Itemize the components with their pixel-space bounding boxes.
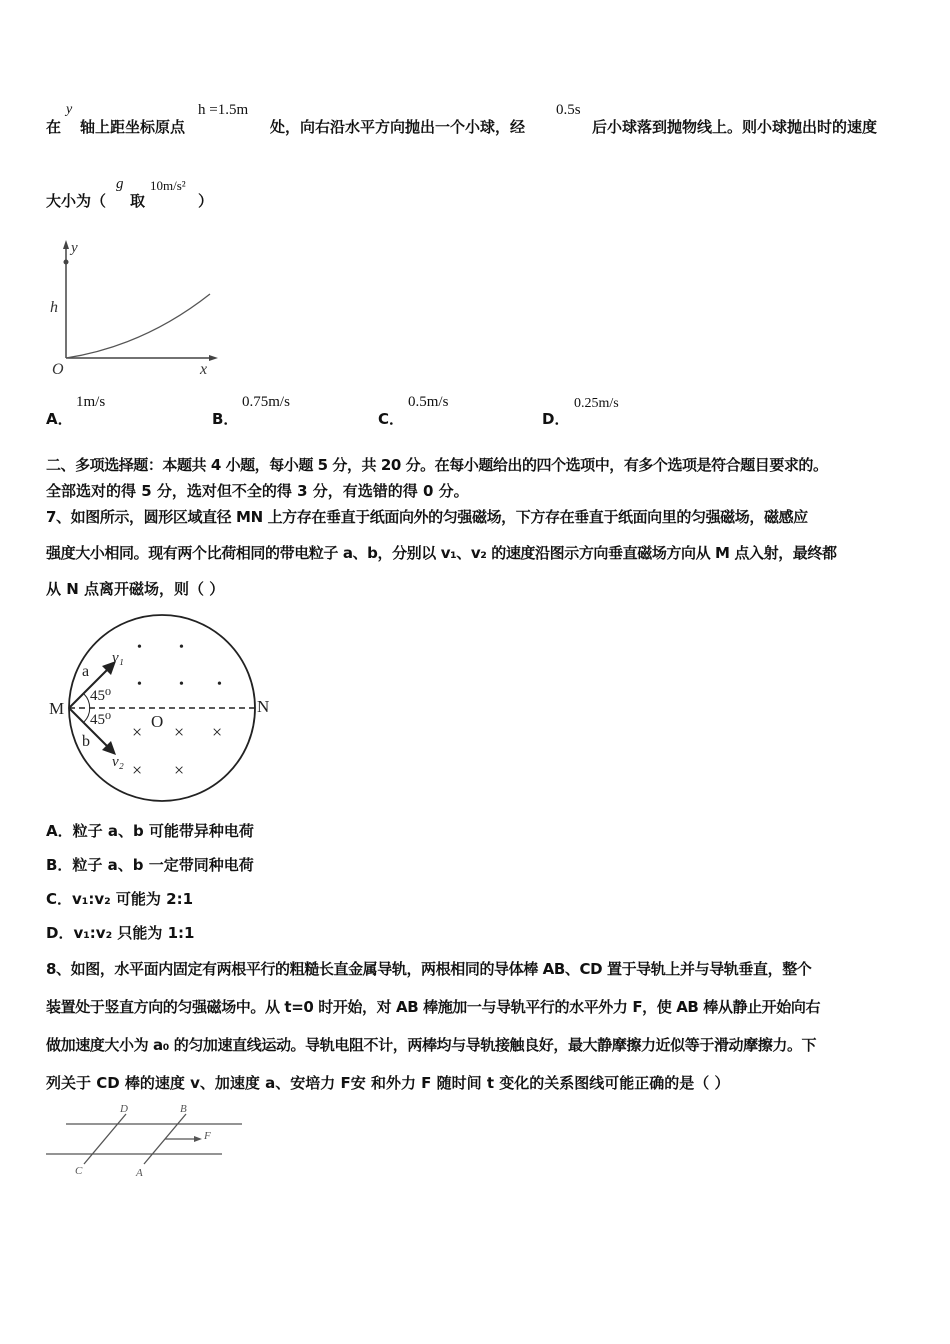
section2-heading-line2: 全部选对的得 5 分，选对但不全的得 3 分，有选错的得 0 分。 [46, 482, 469, 500]
q6-option-a-value: 1m/s [76, 394, 106, 410]
field-dot: • [217, 677, 222, 692]
q6-option-d-label: D． [542, 410, 570, 428]
q6-text-1: 在 [46, 118, 62, 136]
magnetic-field-figure [44, 614, 280, 804]
q6-text-3: 处，向右沿水平方向抛出一个小球，经 [270, 118, 526, 136]
rod-d-label: D [120, 1103, 128, 1115]
point-n-label: N [257, 697, 270, 716]
q6-option-c-label: C． [378, 410, 405, 428]
field-cross: × [132, 722, 143, 742]
launch-point [64, 260, 69, 265]
angle-lower-label: 45⁰ [90, 712, 112, 728]
q6-option-b-value: 0.75m/s [242, 394, 290, 410]
angle-upper-label: 45⁰ [90, 688, 112, 704]
q8-text-line1: 8、如图，水平面内固定有两根平行的粗糙长直金属导轨，两根相同的导体棒 AB、CD 置于导轨上并与导轨垂直，整个 [46, 960, 812, 978]
q6-option-d-value: 0.25m/s [574, 396, 619, 411]
v2-label: v₂ [112, 754, 124, 770]
rod-a-label: A [136, 1167, 143, 1179]
graph-h-label: h [50, 299, 58, 316]
q7-option-a: A．粒子 a、b 可能带异种电荷 [46, 822, 254, 840]
particle-a-label: a [82, 663, 90, 680]
field-cross: × [132, 760, 143, 780]
q7-option-b: B．粒子 a、b 一定带同种电荷 [46, 856, 254, 874]
q7-text-line2: 强度大小相同。现有两个比荷相同的带电粒子 a、b，分别以 v₁、v₂ 的速度沿图示方向垂直磁场方向从 M 点入射，最终都 [46, 544, 837, 562]
q6-y-symbol: y [66, 102, 73, 117]
rod-c-label: C [75, 1165, 83, 1177]
parabola-graph [44, 236, 224, 378]
q6-text-4: 后小球落到抛物线上。则小球抛出时的速度 [592, 118, 878, 136]
graph-origin-label: O [52, 361, 64, 378]
q6-g-value: 10m/s² [150, 178, 186, 193]
point-m-label: M [49, 699, 65, 718]
field-dot: • [137, 640, 142, 655]
q6-text-7: ） [198, 192, 214, 210]
q7-option-d: D．v₁:v₂ 只能为 1:1 [46, 924, 195, 942]
center-o-label: O [151, 712, 164, 731]
q6-time-expression: 0.5s [556, 102, 581, 118]
q6-text-2: 轴上距坐标原点 [80, 118, 186, 136]
q7-text-line3: 从 N 点离开磁场，则（ ） [46, 580, 225, 598]
q6-text-5: 大小为（ [46, 192, 107, 210]
q8-text-line3: 做加速度大小为 a₀ 的匀加速直线运动。导轨电阻不计，两棒均与导轨接触良好，最大静摩擦力近似等于滑动摩擦力。下 [46, 1036, 817, 1054]
v1-label: v₁ [112, 650, 124, 666]
field-dot: • [179, 677, 184, 692]
field-dot: • [137, 677, 142, 692]
q7-text-line1: 7、如图所示，圆形区域直径 MN 上方存在垂直于纸面向外的匀强磁场，下方存在垂直于纸面向里的匀强磁场，磁感应 [46, 508, 808, 526]
x-axis-arrow-icon [209, 355, 218, 361]
q6-option-a-label: A． [46, 410, 73, 428]
field-cross: × [212, 722, 223, 742]
q6-option-b-label: B． [212, 410, 239, 428]
graph-y-label: y [71, 240, 78, 256]
q7-option-c: C．v₁:v₂ 可能为 2:1 [46, 890, 194, 908]
graph-x-label: x [200, 361, 208, 378]
particle-b-label: b [82, 733, 90, 750]
q6-option-c-value: 0.5m/s [408, 394, 449, 410]
force-f-label: F [204, 1130, 211, 1142]
field-cross: × [174, 760, 185, 780]
q8-text-line2: 装置处于竖直方向的匀强磁场中。从 t=0 时开始，对 AB 棒施加一与导轨平行的水平外力 F，使 AB 棒从静止开始向右 [46, 998, 821, 1016]
y-axis-arrow-icon [63, 240, 69, 249]
q6-g-symbol: g [116, 176, 124, 192]
force-arrow-icon [194, 1136, 202, 1142]
rod-cd [84, 1114, 126, 1164]
section2-heading-line1: 二、多项选择题：本题共 4 小题，每小题 5 分，共 20 分。在每小题给出的四个选项中，有多个选项是符合题目要求的。 [46, 456, 828, 474]
rod-b-label: B [180, 1103, 187, 1115]
field-dot: • [179, 640, 184, 655]
rails-figure [44, 1100, 244, 1182]
q6-h-expression: h =1.5m [198, 102, 249, 118]
field-cross: × [174, 722, 185, 742]
q8-text-line4: 列关于 CD 棒的速度 v、加速度 a、安培力 F安 和外力 F 随时间 t 变化的关系图线可能正确的是（ ） [46, 1074, 730, 1092]
parabola-curve [66, 294, 210, 358]
q6-text-6: 取 [130, 192, 146, 210]
